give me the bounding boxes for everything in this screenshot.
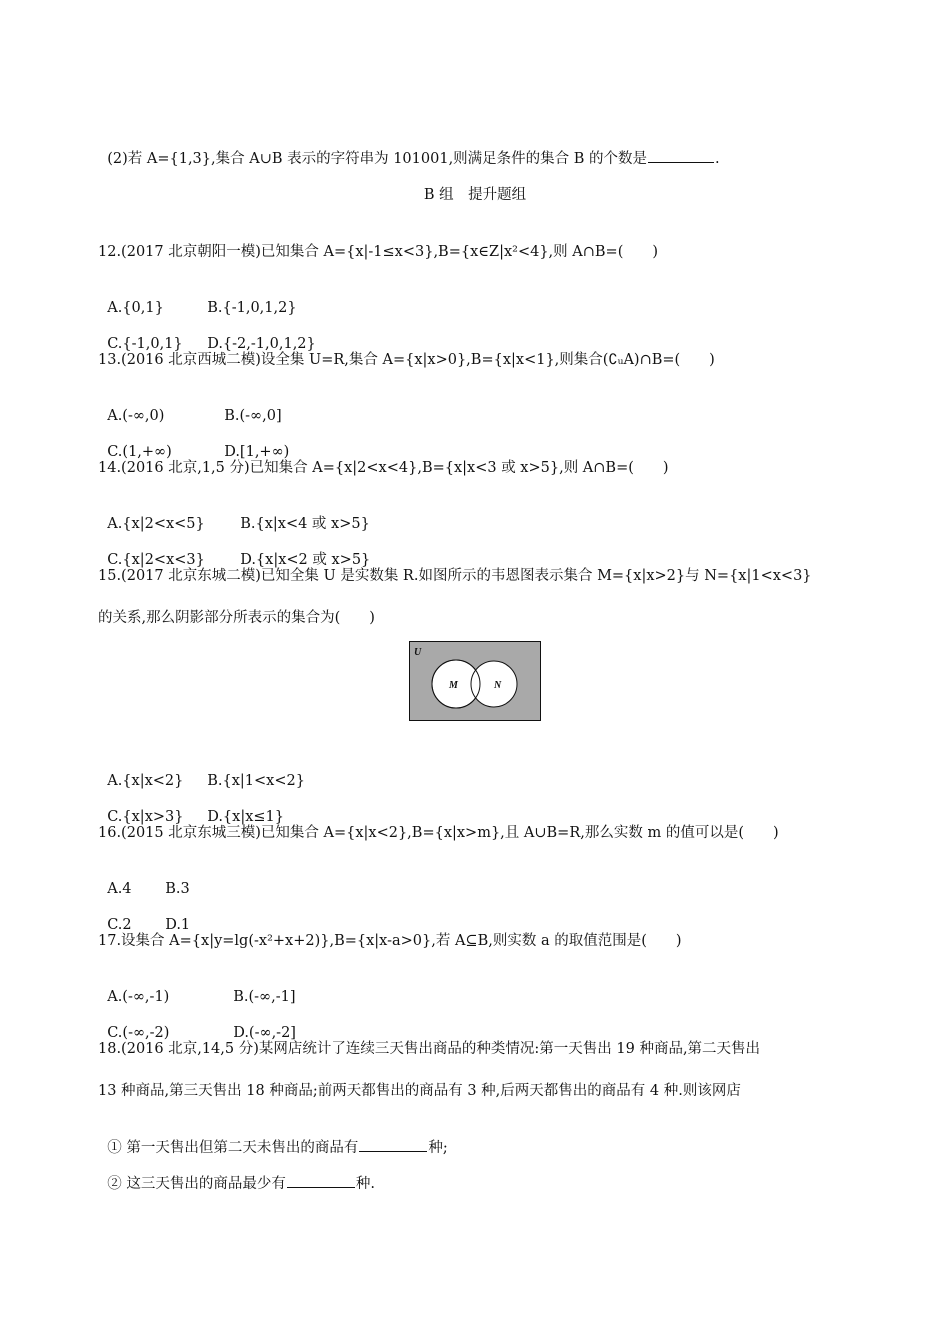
option-b[interactable]: B.{x|x<4 或 x>5} (240, 516, 370, 532)
option-d[interactable]: D.{x|x≤1} (207, 809, 285, 825)
question-17-options-row2 (98, 1003, 296, 1043)
option-c[interactable]: C.{x|x>3} (107, 809, 184, 825)
question-14-options-row2 (98, 530, 370, 570)
question-15-options-row1 (98, 751, 305, 791)
option-d[interactable]: D.(-∞,-2] (233, 1025, 296, 1041)
question-17-stem: 17.设集合 A={x|y=lg(-x²+x+2)},B={x|x-a>0},若 A⊆B,则实数 a 的取值范围是( ) (98, 933, 682, 949)
option-b[interactable]: B.(-∞,0] (224, 408, 282, 424)
option-d[interactable]: D.{x|x<2 或 x>5} (240, 552, 371, 568)
option-b[interactable]: B.{-1,0,1,2} (207, 300, 297, 316)
venn-label-u: U (414, 647, 422, 658)
question-18-stem-line1: 18.(2016 北京,14,5 分)某网店统计了连续三天售出商品的种类情况:第一天售出 19 种商品,第二天售出 (98, 1041, 761, 1057)
question-text: (2)若 A={1,3},集合 A∪B 表示的字符串为 101001,则满足条件的集合 B 的个数是 (107, 151, 648, 167)
question-16-options-row2 (98, 895, 190, 935)
option-a[interactable]: A.{x|x<2} (107, 773, 184, 789)
question-18-stem-line2: 13 种商品,第三天售出 18 种商品;前两天都售出的商品有 3 种,后两天都售出的商品有 4 种.则该网店 (98, 1083, 741, 1099)
question-15-stem-line2: 的关系,那么阴影部分所表示的集合为( ) (98, 610, 375, 626)
answer-blank[interactable] (648, 148, 714, 163)
option-d[interactable]: D.1 (165, 917, 191, 933)
section-title: B 组 提升题组 (423, 187, 527, 203)
option-d[interactable]: D.[1,+∞) (224, 444, 290, 460)
option-a[interactable]: A.(-∞,-1) (107, 989, 170, 1005)
question-13-options-row1 (98, 386, 282, 426)
question-12-options-row1 (98, 278, 297, 318)
question-14-options-row1 (98, 494, 370, 534)
sub-question-text: ① 第一天售出但第二天未售出的商品有 (107, 1140, 359, 1156)
question-17-options-row1 (98, 967, 296, 1007)
option-b[interactable]: B.(-∞,-1] (233, 989, 296, 1005)
option-c[interactable]: C.{-1,0,1} (107, 336, 183, 352)
question-14-stem: 14.(2016 北京,1,5 分)已知集合 A={x|2<x<4},B={x|x<3 或 x>5},则 A∩B=( ) (98, 460, 669, 476)
sub-question-end: 种; (428, 1140, 448, 1156)
question-12-options-row2 (98, 314, 316, 354)
option-c[interactable]: C.(-∞,-2) (107, 1025, 170, 1041)
option-a[interactable]: A.{x|2<x<5} (107, 516, 205, 532)
question-18-sub1 (98, 1117, 448, 1158)
question-12-stem: 12.(2017 北京朝阳一模)已知集合 A={x|-1≤x<3},B={x∈Z|x²<4},则 A∩B=( ) (98, 244, 659, 260)
sub-question-end: 种. (355, 1176, 375, 1192)
option-d[interactable]: D.{-2,-1,0,1,2} (207, 336, 316, 352)
venn-label-m: M (449, 680, 458, 691)
question-11-part-2 (98, 128, 720, 169)
option-b[interactable]: B.3 (165, 881, 190, 897)
venn-diagram (409, 641, 541, 721)
option-c[interactable]: C.{x|2<x<3} (107, 552, 205, 568)
option-a[interactable]: A.{0,1} (107, 300, 164, 316)
venn-label-n: N (494, 680, 502, 691)
option-a[interactable]: A.(-∞,0) (107, 408, 165, 424)
question-18-sub2 (98, 1153, 375, 1194)
option-b[interactable]: B.{x|1<x<2} (207, 773, 305, 789)
question-13-stem: 13.(2016 北京西城二模)设全集 U=R,集合 A={x|x>0},B={x|x<1},则集合(∁ᵤA)∩B=( ) (98, 352, 715, 368)
answer-blank[interactable] (359, 1137, 427, 1152)
option-c[interactable]: C.2 (107, 917, 132, 933)
question-16-options-row1 (98, 859, 190, 899)
question-end: . (715, 151, 720, 167)
question-16-stem: 16.(2015 北京东城三模)已知集合 A={x|x<2},B={x|x>m},且 A∪B=R,那么实数 m 的值可以是( ) (98, 825, 779, 841)
option-c[interactable]: C.(1,+∞) (107, 444, 172, 460)
question-13-options-row2 (98, 422, 289, 462)
question-15-stem-line1: 15.(2017 北京东城二模)已知全集 U 是实数集 R.如图所示的韦恩图表示集合 M={x|x>2}与 N={x|1<x<3} (98, 568, 812, 584)
option-a[interactable]: A.4 (107, 881, 132, 897)
answer-blank[interactable] (287, 1173, 355, 1188)
question-15-options-row2 (98, 787, 284, 827)
sub-question-text: ② 这三天售出的商品最少有 (107, 1176, 286, 1192)
